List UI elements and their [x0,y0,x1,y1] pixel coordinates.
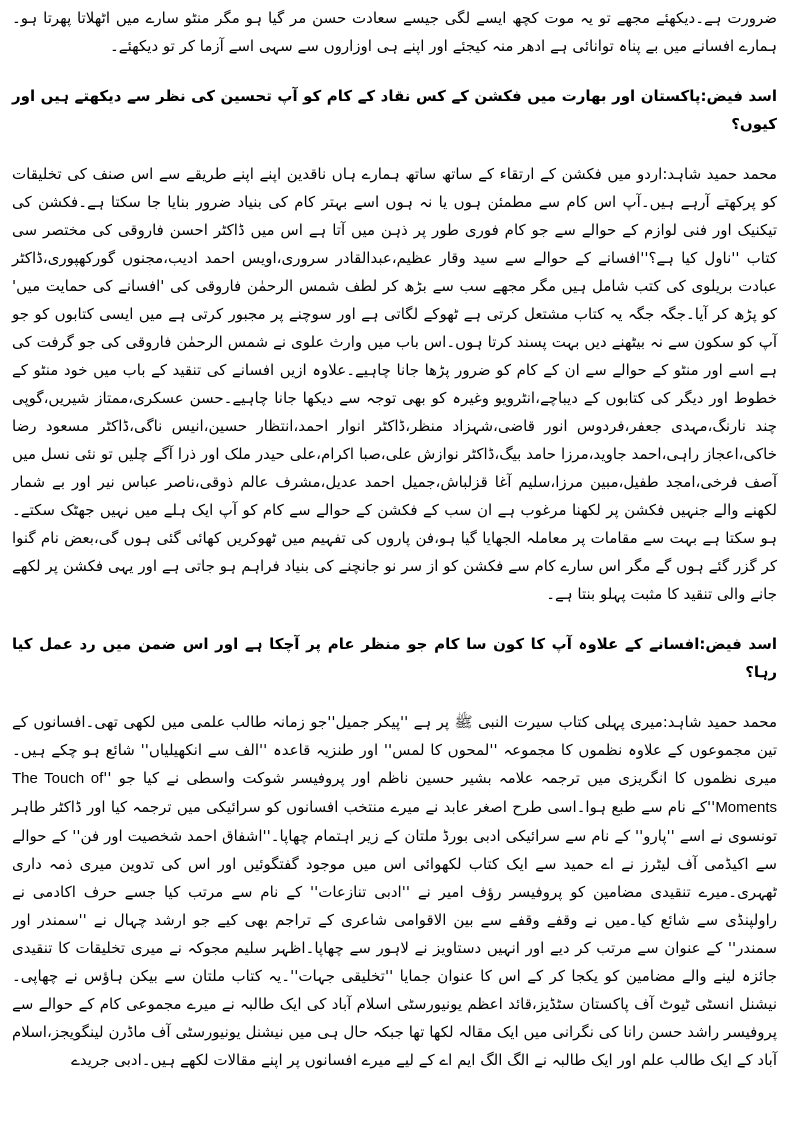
paragraph-spacer [12,686,777,708]
paragraph-intro-continuation: ضرورت ہے۔دیکھئے مجھے تو یہ موت کچھ ایسے لگی جیسے سعادت حسن مر گیا ہو مگر منٹو سارے میں اٹھلاتا پھرتا ہو۔ہمارے افسانے میں بے پناہ توانائی ہے ادھر منہ کیجئے اور اپنے ہی اوزاروں سے سہی اسے آزما کر تو دیکھئے۔ [12,9,777,55]
answer-other-work-part2: ''کے نام سے طبع ہوا۔اسی طرح اصغر عابد نے میرے منتخب افسانوں کو سرائیکی میں ترجمہ کیا اور ڈاکٹر طاہر تونسوی نے اسے ''پارو'' کے نام سے سرائیکی ادبی بورڈ ملتان کے زیر اہتمام چھاپا۔''اشفاق احمد شخصیت اور فن'' کے حوالے سے اکیڈمی آف لیٹرز نے اے حمید سے ایک کتاب لکھوائی اس میں موجود گفتگوئیں اور اس کی تدوین میری ذمہ داری ٹھہری۔میرے تنقیدی مضامین کو پروفیسر رؤف امیر نے ''ادبی تنازعات'' کے نام سے مرتب کیا جسے حرف اکادمی نے راولپنڈی سے شائع کیا۔میں نے وقفے وقفے سے بین الاقوامی شاعری کے تراجم بھی کیے جو ارشد چہال نے ''سمندر اور سمندر'' کے عنوان سے مرتب کر دیے اور انہیں دستاویز نے لاہور سے چھاپا۔اظہر سلیم مجوکہ نے میری تخلیقات کا تنقیدی جائزہ لینے والے مضامین کو یکجا کر کے اس کا عنوان جمایا ''تخلیقی جہات''۔یہ کتاب ملتان سے بیکن ہاؤس نے چھاپی۔نیشنل انسٹی ٹیوٹ آف پاکستان سٹڈیز،قائد اعظم یونیورسٹی اسلام آباد کی ایک طالبہ نے میرے مجموعی کام کے حوالے سے پروفیسر راشد حسن رانا کی نگرانی میں ایک مقالہ لکھا تھا جبکہ حال ہی میں نیشنل یونیورسٹی آف ماڈرن لینگویجز،اسلام آباد کے ایک طالب علم اور ایک طالبہ نے الگ الگ ایم اے کے لیے میرے افسانوں پر اپنے مقالات لکھے ہیں۔ادبی جریدے [12,798,777,1069]
paragraph-spacer [12,608,777,630]
english-book-title: The Touch of Moments [12,770,777,816]
paragraph-spacer [12,138,777,160]
answer-other-work-part1: محمد حمید شاہد:میری پہلی کتاب سیرت النبی ﷺ پر ہے ''پیکر جمیل''جو زمانہ طالب علمی میں لکھی تھی۔افسانوں کے تین مجموعوں کے علاوہ نظموں کا مجموعہ ''لمحوں کا لمس'' اور طنزیہ قاعدہ ''الف سے انکھیلیاں'' شائع ہو چکے ہیں۔میری نظموں کا انگریزی میں ترجمہ علامہ بشیر حسین ناظم اور پروفیسر شوکت واسطی نے کیا جو [12,713,778,787]
answer-other-work: محمد حمید شاہد:میری پہلی کتاب سیرت النبی ﷺ پر ہے ''پیکر جمیل''جو زمانہ طالب علمی میں لکھی تھی۔افسانوں کے تین مجموعوں کے علاوہ نظموں کا مجموعہ ''لمحوں کا لمس'' اور طنزیہ قاعدہ ''الف سے انکھیلیاں'' شائع ہو چکے ہیں۔میری نظموں کا انگریزی میں ترجمہ علامہ بشیر حسین ناظم اور پروفیسر شوکت واسطی نے کیا جو ''The Touch of Moments''کے نام سے طبع ہوا۔اسی طرح اصغر عابد نے میرے منتخب افسانوں کو سرائیکی میں ترجمہ کیا اور ڈاکٹر طاہر تونسوی نے اسے ''پارو'' کے نام سے سرائیکی ادبی بورڈ ملتان کے زیر اہتمام چھاپا۔''اشفاق احمد شخصیت اور فن'' کے حوالے سے اکیڈمی آف لیٹرز نے اے حمید سے ایک کتاب لکھوائی اس میں موجود گفتگوئیں اور اس کی تدوین میری ذمہ داری ٹھہری۔میرے تنقیدی مضامین کو پروفیسر رؤف امیر نے ''ادبی تنازعات'' کے نام سے مرتب کیا جسے حرف اکادمی نے راولپنڈی سے شائع کیا۔میں نے وقفے وقفے سے بین الاقوامی شاعری کے تراجم بھی کیے جو ارشد چہال نے ''سمندر اور سمندر'' کے عنوان سے مرتب کر دیے اور انہیں دستاویز نے لاہور سے چھاپا۔اظہر سلیم مجوکہ نے میری تخلیقات کا تنقیدی جائزہ لینے والے مضامین کو یکجا کر کے اس کا عنوان جمایا ''تخلیقی جہات''۔یہ کتاب ملتان سے بیکن ہاؤس نے چھاپی۔نیشنل انسٹی ٹیوٹ آف پاکستان سٹڈیز،قائد اعظم یونیورسٹی اسلام آباد کی ایک طالبہ نے میرے مجموعی کام کے حوالے سے پروفیسر راشد حسن رانا کی نگرانی میں ایک مقالہ لکھا تھا جبکہ حال ہی میں نیشنل یونیورسٹی آف ماڈرن لینگویجز،اسلام آباد کے ایک طالب علم اور ایک طالبہ نے الگ الگ ایم اے کے لیے میرے افسانوں پر اپنے مقالات لکھے ہیں۔ادبی جریدے [12,713,778,1069]
paragraph-spacer [12,60,777,82]
question-other-work: اسد فیض:افسانے کے علاوہ آپ کا کون سا کام جو منظر عام پر آچکا ہے اور اس ضمن میں رد عمل کیا رہا؟ [12,635,777,681]
answer-critics: محمد حمید شاہد:اردو میں فکشن کے ارتقاء کے ساتھ ساتھ ہمارے ہاں ناقدین اپنے اپنے طریقے سے اس صنف کی تخلیقات کو پرکھتے آرہے ہیں۔آپ اس کام سے مطمئن ہوں یا نہ ہوں اسے بہتر کام کی بنیاد ضرور بنایا جا سکتا ہے۔فکشن کی تیکنیک اور فنی لوازم کے حوالے سے جو کام فوری طور پر ذہن میں آتا ہے اس میں ڈاکٹر احسن فاروقی کی مختصر سی کتاب ''ناول کیا ہے؟''افسانے کے حوالے سے سید وقار عظیم،عبدالقادر سروری،اویس احمد ادیب،مجنوں گورکھپوری،ڈاکٹر عبادت بریلوی کی کتب شامل ہیں مگر مجھے سب سے بڑھ کر لطف شمس الرحمٰن فاروقی کی 'افسانے کی حمایت میں' کو پڑھ کر آیا۔جگہ جگہ یہ کتاب مشتعل کرتی ہے ٹھوکے لگاتی ہے اور سوچنے پر مجبور کرتی ہے میں ایسی کتابوں کو جو آپ کو سکون سے نہ بیٹھنے دیں بہت پسند کرتا ہوں۔اس باب میں وارث علوی نے شمس الرحمٰن فاروقی کی جو گرفت کی ہے اسے اور منٹو کے حوالے سے ان کے کام کو ضرور پڑھا جانا چاہیے۔علاوہ ازیں افسانے کی تنقید کے باب میں خود منٹو کے خطوط اور دیگر کی کتابوں کے دیباچے،انٹرویو وغیرہ کو بھی توجہ سے دیکھا جانا چاہیے۔حسن عسکری،ممتاز شیریں،گوپی چند نارنگ،مہدی جعفر،فردوس انور قاضی،شہزاد منظر،ڈاکٹر انوار احمد،انتظار حسین،انیس ناگی،ڈاکٹر مسعود رضا خاکی،اعجاز راہی،احمد جاوید،مرزا حامد بیگ،ڈاکٹر نوازش علی،صبا اکرام،علی حیدر ملک اور ذرا آگے چلیں تو نئی نسل میں آصف فرخی،امجد طفیل،مبین مرزا،سلیم آغا قزلباش،جمیل احمد عدیل،مشرف عالم ذوقی،ناصر عباس نیر اور بے شمار لکھنے والے جنہیں فکشن پر لکھنا مرغوب ہے ان سب کے فکشن کے حوالے سے کام کو آپ ایک ہلے میں نہیں جھٹک سکتے۔ہو سکتا ہے بہت سے مقامات پر معاملہ الجھایا گیا ہو،فن پاروں کی تفہیم میں ٹھوکریں کھائی گئی ہوں گی،بعض نام گنوا کر گزر گئے ہوں گے مگر اس سارے کام سے فکشن کو از سر نو جانچنے کی بنیاد فراہم ہو جاتی ہے اور یہی فکشن پر لکھے جانے والی تنقید کا مثبت پہلو بنتا ہے۔ [12,165,777,603]
question-critics: اسد فیض:پاکستان اور بھارت میں فکشن کے کس نقاد کے کام کو آپ تحسین کی نظر سے دیکھتے ہیں اور کیوں؟ [12,87,777,133]
